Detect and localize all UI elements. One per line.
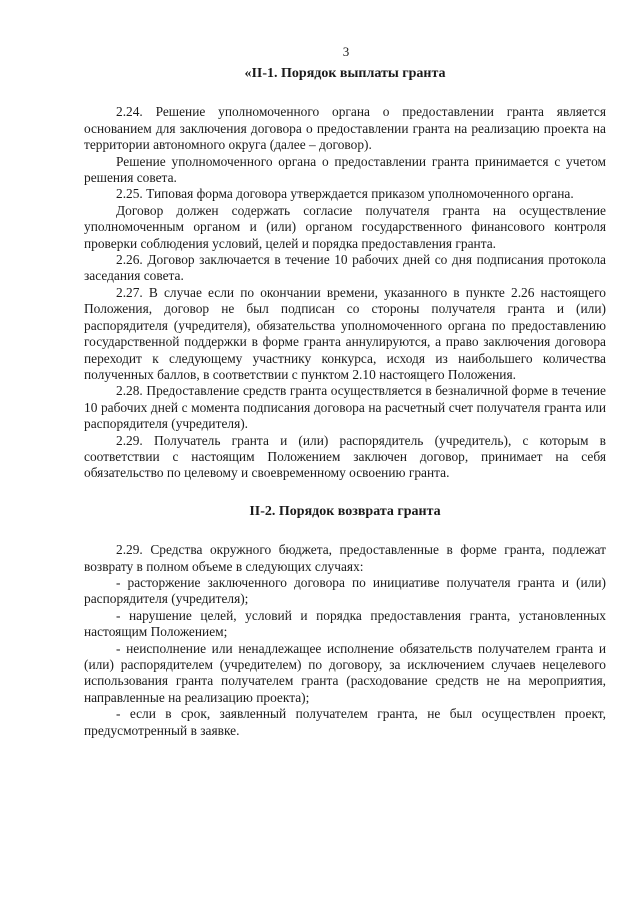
section-heading-return: II-2. Порядок возврата гранта: [249, 503, 441, 519]
paragraph-2-28: 2.28. Предоставление средств гранта осуществляется в безналичной форме в течение 10 рабочих дней с момента подписания договора на расчетный счет получателя гранта или распорядителя (учредителя).: [84, 383, 606, 432]
list-item-not-implemented: - если в срок, заявленный получателем гранта, не был осуществлен проект, предусмотренный в заявке.: [84, 706, 606, 738]
list-item-violation: - нарушение целей, условий и порядка предоставления гранта, установленных настоящим Положением;: [84, 607, 606, 640]
list-item-termination: - расторжение заключенного договора по инициативе получателя гранта и (или) распорядителя (учредителя);: [84, 574, 606, 607]
paragraph-2-29-obligation: 2.29. Получатель гранта и (или) распорядитель (учредитель), с которым в соответствии с настоящим Положением заключен договор, принимает на себя обязательство по целевому и своевременному освоению гранта.: [84, 432, 606, 481]
paragraph-contract-consent: Договор должен содержать согласие получателя гранта на осуществление уполномоченным органом и (или) органом государственного финансового контроля проверки соблюдения условий, целей и порядка предоставления гранта.: [84, 202, 606, 251]
section-heading-payment: «II-1. Порядок выплаты гранта: [244, 66, 446, 81]
paragraph-2-29-return: 2.29. Средства окружного бюджета, предоставленные в форме гранта, подлежат возврату в полном объеме в следующих случаях:: [84, 542, 606, 574]
document-body: [84, 64, 606, 739]
page-number: 3: [342, 44, 350, 59]
paragraph-2-26: 2.26. Договор заключается в течение 10 рабочих дней со дня подписания протокола заседания совета.: [84, 252, 606, 284]
paragraph-2-24: 2.24. Решение уполномоченного органа о предоставлении гранта является основанием для заключения договора о предоставлении гранта на реализацию проекта на территории автономного округа (далее – договор).: [84, 104, 606, 153]
paragraph-2-27: 2.27. В случае если по окончании времени, указанного в пункте 2.26 настоящего Положения, договор не был подписан со стороны получателя гранта и (или) распорядителя (учредителя), обязательства уполномоченного органа по предоставлению государственной поддержки в форме гранта аннулируются, а право заключения договора переходит к следующему участнику конкурса, исходя из наибольшего количества полученных баллов, в соответствии с пунктом 2.10 настоящего Положения.: [84, 284, 606, 382]
paragraph-decision-council: Решение уполномоченного органа о предоставлении гранта принимается с учетом решения совета.: [84, 153, 606, 186]
paragraph-2-25: 2.25. Типовая форма договора утверждается приказом уполномоченного органа.: [116, 186, 574, 202]
list-item-non-fulfillment: - неисполнение или ненадлежащее исполнение обязательств получателем гранта и (или) распорядителем (учредителем) по договору, за исключением случаев нецелевого использования гранта получателем гранта (расходование средств не на мероприятия, направленные на реализацию проекта);: [84, 640, 606, 705]
